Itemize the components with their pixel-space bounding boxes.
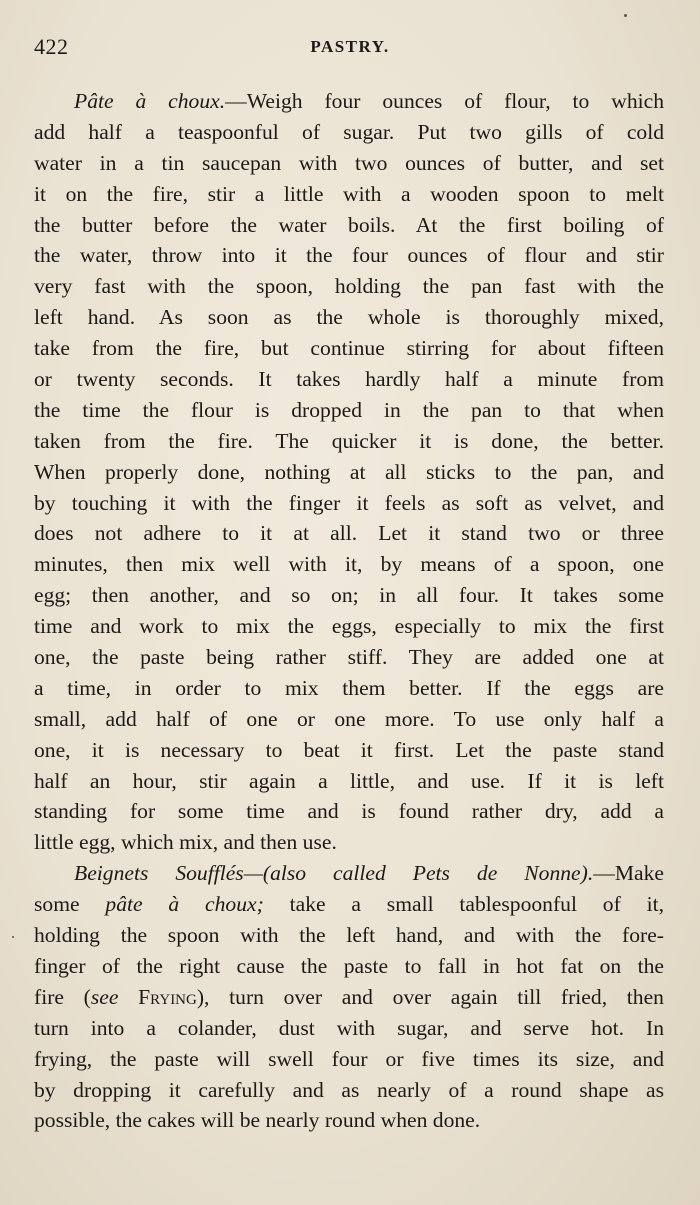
paragraph-1-line: it on the fire, stir a little with a wooden spoon to melt [34,181,664,206]
page-header [34,34,666,74]
paragraph-1-line: little egg, which mix, and then use. [34,830,337,855]
ink-speck [12,936,14,938]
paragraph-1-line: one, the paste being rather stiff. They are added one at [34,645,664,670]
paragraph-1-line: the water, throw into it the four ounces of flour and stir [34,243,664,268]
recipe-alias: —(also called Pets de Nonne). [243,861,594,886]
paragraph-1-line: the butter before the water boils. At the first boiling of [34,212,664,237]
paragraph-1-line: time and work to mix the eggs, especially to mix the first [34,614,664,639]
paragraph-1-line: standing for some time and is found rather dry, add a [34,799,664,824]
paragraph-1-line: a time, in order to mix them better. If the eggs are [34,675,664,700]
paragraph-2-line: holding the spoon with the left hand, and with the fore- [34,923,664,948]
paragraph-1-line: left hand. As soon as the whole is thoroughly mixed, [34,305,664,330]
paragraph-1-line: take from the fire, but continue stirring for about fifteen [34,336,664,361]
paragraph-1-line: small, add half of one or one more. To use only half a [34,706,664,731]
ink-speck [624,14,627,17]
page-number: 422 [34,34,69,59]
running-head: PASTRY. [310,37,390,56]
paragraph-1-line: by touching it with the finger it feels as soft as velvet, and [34,490,664,515]
paragraph-1-line: very fast with the spoon, holding the pan fast with the [34,274,664,299]
recipe-title-pate-a-choux: Pâte à choux. [74,89,226,113]
paragraph-2-line: turn into a colander, dust with sugar, and serve hot. In [34,1015,664,1040]
paragraph-1-line: the time the flour is dropped in the pan to that when [34,397,664,422]
paragraph-1-line: water in a tin saucepan with two ounces of butter, and set [34,150,664,175]
paragraph-1-line: one, it is necessary to beat it first. Let the paste stand [34,737,664,762]
paragraph-1-line: or twenty seconds. It takes hardly half a minute from [34,367,664,392]
paragraph-1-line: half an hour, stir again a little, and use. If it is left [34,768,664,793]
paragraph-1-line: egg; then another, and so on; in all four. It takes some [34,583,664,608]
paragraph-1-line: taken from the fire. The quicker it is done, the better. [34,428,664,453]
paragraph-1-line: When properly done, nothing at all sticks to the pan, and [34,459,664,484]
paragraph-2-line: frying, the paste will swell four or five times its size, and [34,1046,664,1071]
paragraph-2-line: by dropping it carefully and as nearly of a round shape as [34,1077,664,1102]
paragraph-1-line: add half a teaspoonful of sugar. Put two gills of cold [34,119,664,144]
recipe-title-beignets-souffles: Beignets Soufflés [74,861,244,886]
paragraph-1-line: Pâte à choux.—Weigh four ounces of flour, to which [74,89,664,113]
paragraph-2-line: finger of the right cause the paste to fall in hot fat on the [34,953,664,978]
paragraph-2-line: possible, the cakes will be nearly round when done. [34,1108,481,1133]
cross-reference-pate-a-choux: pâte à choux; [105,892,264,917]
paragraph-2-line: Beignets Soufflés—(also called Pets de Nonne).—Make [74,861,664,886]
body-text [34,86,664,1136]
cross-reference-frying: Frying [138,984,197,1009]
paragraph-1-line: does not adhere to it at all. Let it stand two or three [34,521,664,546]
paragraph-1-line: minutes, then mix well with it, by means of a spoon, one [34,552,664,577]
paragraph-2-line: some pâte à choux; take a small tablespoonful of it, [34,892,664,917]
paragraph-2-line: fire (see Frying), turn over and over again till fried, then [34,984,664,1009]
